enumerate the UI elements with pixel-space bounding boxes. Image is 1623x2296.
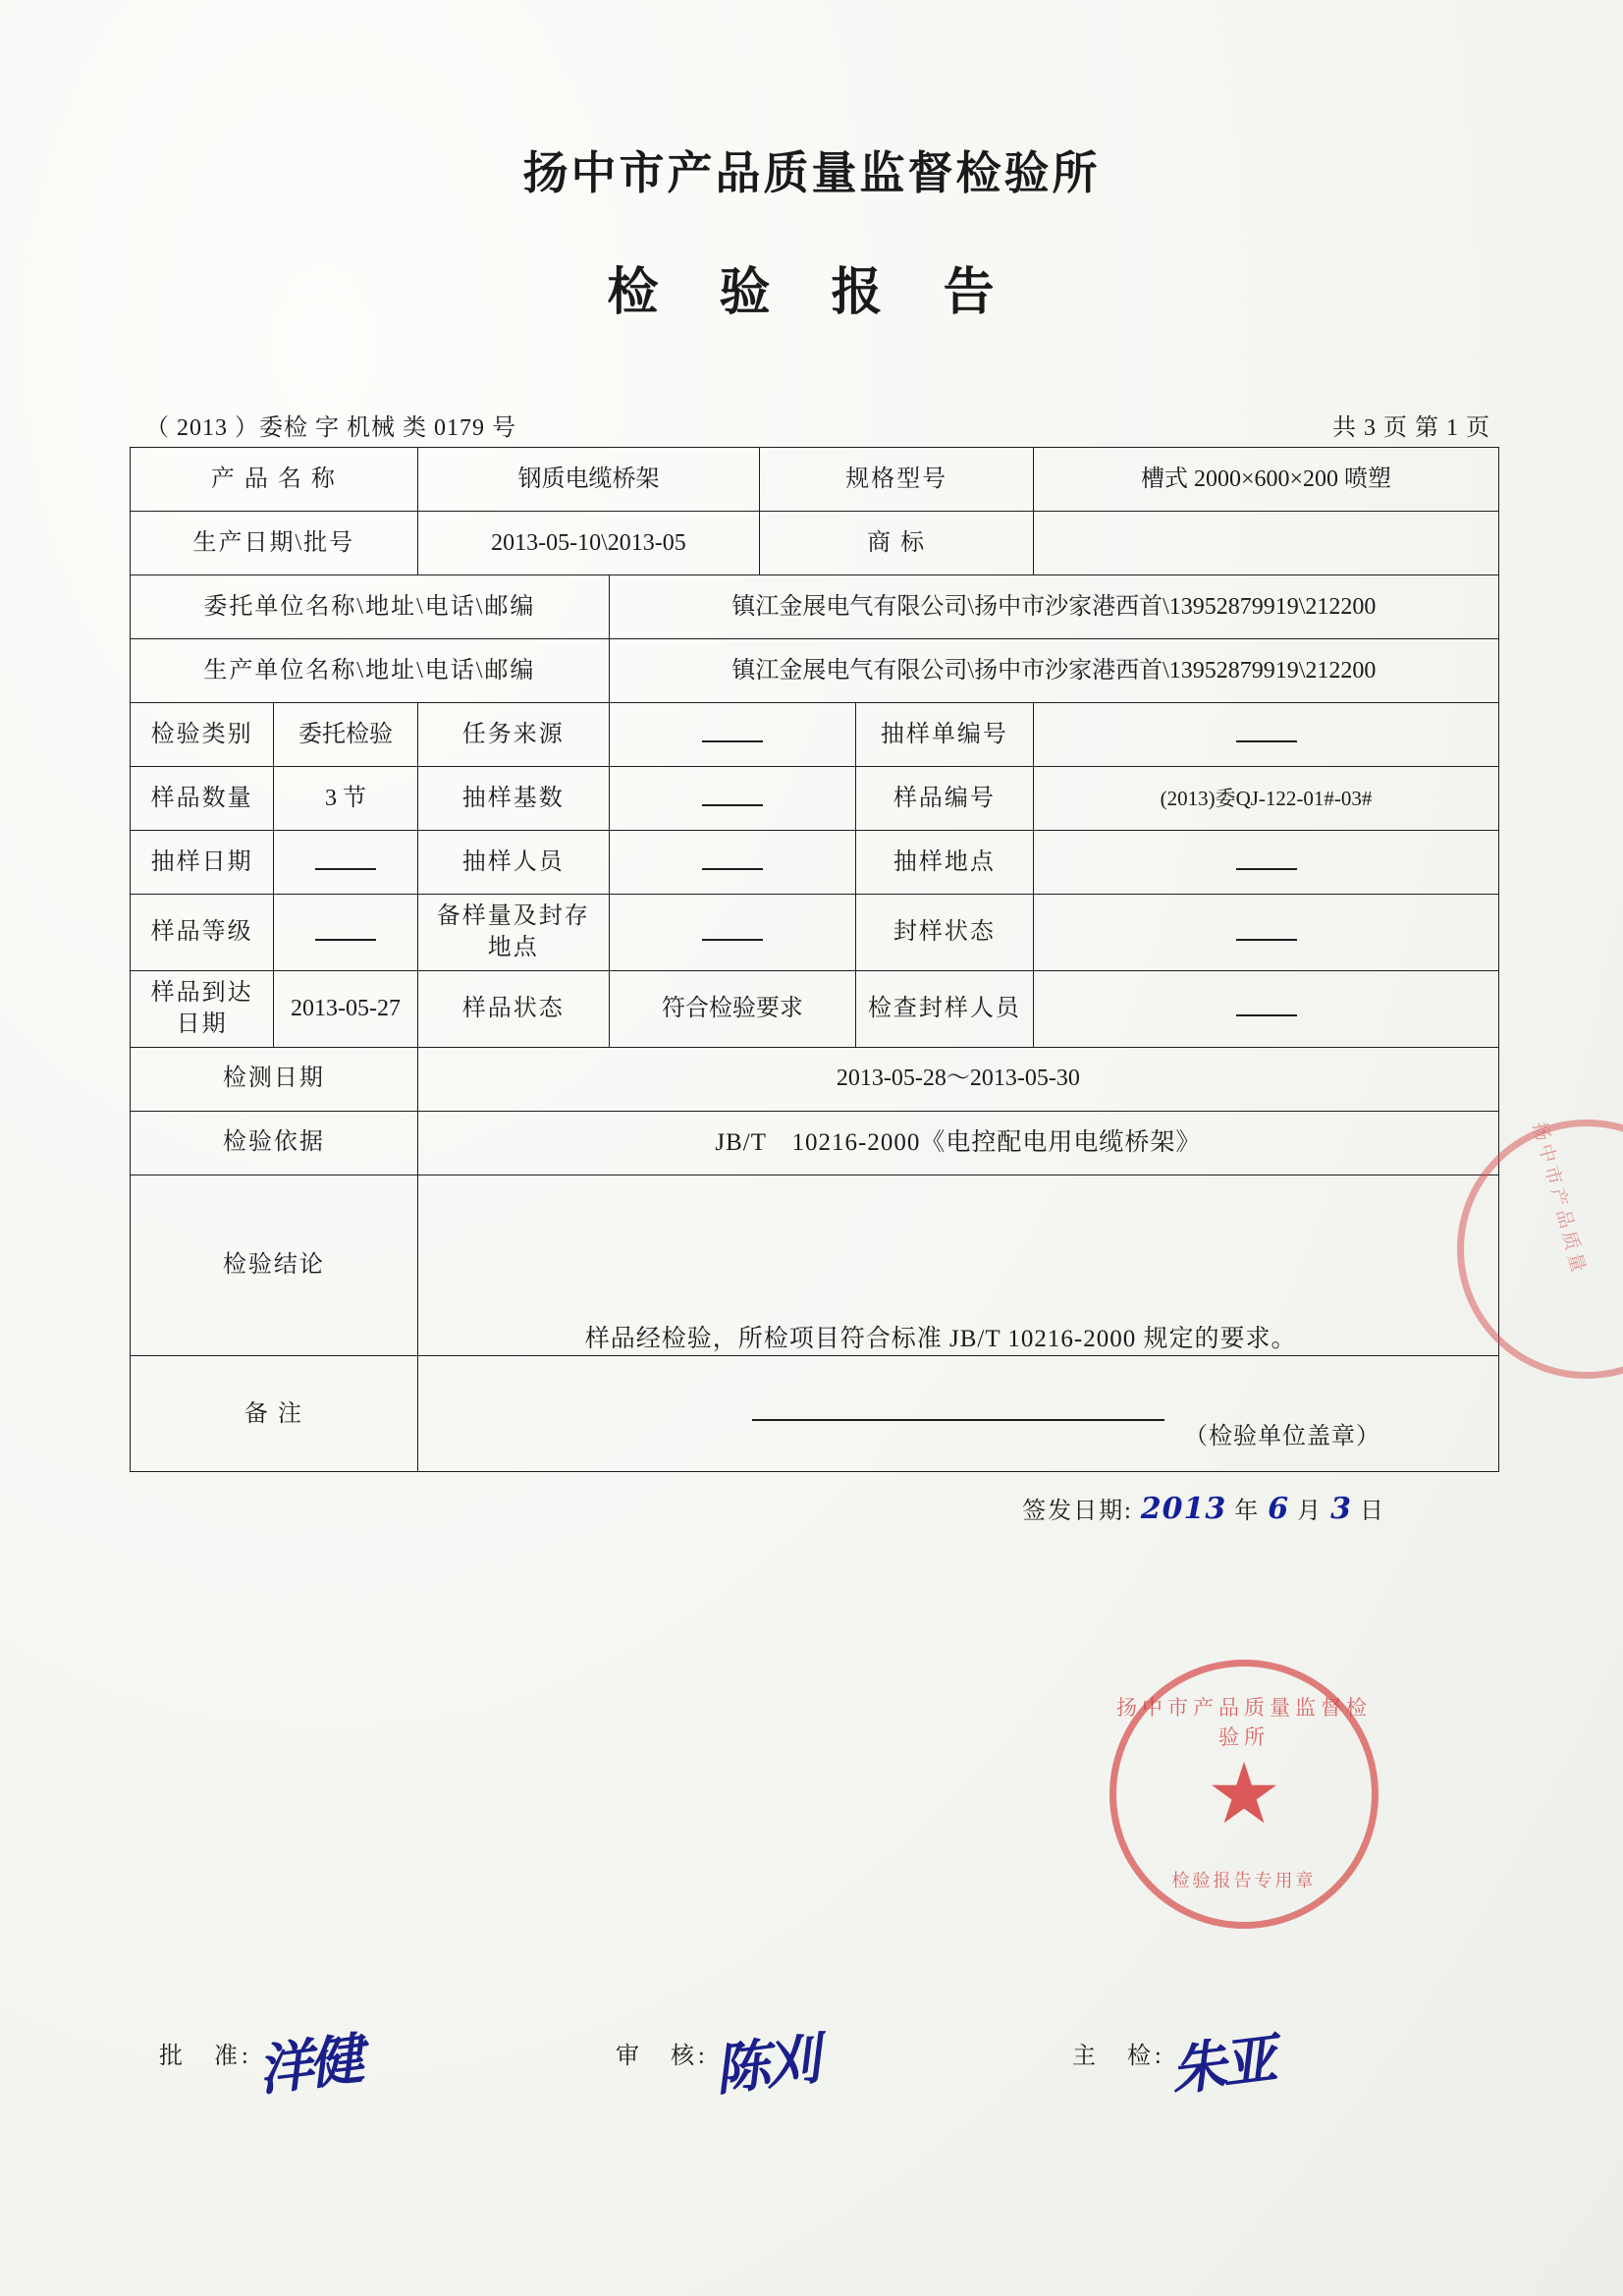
blank-dash [315, 856, 376, 870]
document-title: 检 验 报 告 [607, 263, 1016, 322]
arrival-date-label: 样品到达日期 [131, 970, 274, 1047]
sample-no-value: (2013)委QJ-122-01#-03# [1034, 767, 1499, 831]
issue-day-unit: 日 [1360, 1498, 1385, 1524]
sampling-form-no-value [1034, 703, 1499, 767]
report-meta-row [145, 408, 1490, 442]
blank-dash [1236, 1003, 1297, 1016]
issue-date-prefix: 签发日期: [1022, 1498, 1133, 1524]
client-value: 镇江金展电气有限公司\扬中市沙家港西首\13952879919\212200 [609, 575, 1498, 639]
basis-label: 检验依据 [131, 1111, 418, 1175]
table-row [131, 831, 1499, 895]
chief-block [1043, 2028, 1499, 2224]
table-row [131, 448, 1499, 512]
blank-dash [1236, 729, 1297, 742]
inspection-type-label: 检验类别 [131, 703, 274, 767]
sampling-base-label: 抽样基数 [417, 767, 609, 831]
table-row [131, 1047, 1499, 1111]
issue-month-unit: 月 [1297, 1498, 1324, 1524]
table-row [131, 895, 1499, 971]
chief-signature: 朱亚 [1166, 2026, 1277, 2105]
sample-no-label: 样品编号 [855, 767, 1033, 831]
table-row [131, 639, 1499, 703]
client-label: 委托单位名称\地址\电话\邮编 [131, 575, 610, 639]
seal-checker-value [1034, 970, 1499, 1047]
spare-sample-value [609, 895, 855, 971]
organization-title: 扬中市产品质量监督检验所 [522, 146, 1101, 199]
blank-dash [702, 927, 763, 941]
remark-value [417, 1356, 1498, 1472]
report-number: （ 2013 ）委检 字 机械 类 0179 号 [145, 415, 516, 441]
inspection-type-value: 委托检验 [274, 703, 417, 767]
sampling-place-value [1034, 831, 1499, 895]
manufacturer-value: 镇江金展电气有限公司\扬中市沙家港西首\13952879919\212200 [609, 639, 1498, 703]
review-signature: 陈刈 [710, 2026, 821, 2105]
conclusion-value: 样品经检验，所检项目符合标准 JB/T 10216-2000 规定的要求。 [584, 1325, 1297, 1352]
issue-year-unit: 年 [1234, 1498, 1261, 1524]
sampling-date-label: 抽样日期 [131, 831, 274, 895]
blank-dash [1236, 927, 1297, 941]
issue-day: 3 [1330, 1491, 1352, 1526]
star-icon: ★ [1206, 1747, 1282, 1841]
sampler-value [609, 831, 855, 895]
remark-blank-line [752, 1405, 1164, 1421]
signature-row [130, 2028, 1499, 2224]
sample-qty-label: 样品数量 [131, 767, 274, 831]
seal-bottom-text: 检验报告专用章 [1171, 1871, 1317, 1891]
official-seal [1109, 1660, 1379, 1929]
table-row [131, 767, 1499, 831]
table-row [131, 970, 1499, 1047]
spec-model-label: 规格型号 [760, 448, 1034, 512]
issue-month: 6 [1268, 1491, 1290, 1526]
issue-date [1022, 1490, 1385, 1530]
sampling-base-value [609, 767, 855, 831]
sampling-date-value [274, 831, 417, 895]
blank-dash [702, 793, 763, 806]
sample-state-value: 符合检验要求 [609, 970, 855, 1047]
seal-top-text: 扬中市产品质量监督检验所 [1116, 1696, 1372, 1749]
production-date-label: 生产日期\批号 [131, 512, 418, 575]
sample-state-label: 样品状态 [417, 970, 609, 1047]
test-date-label: 检测日期 [131, 1047, 418, 1111]
seal-state-label: 封样状态 [855, 895, 1033, 971]
blank-dash [1236, 856, 1297, 870]
table-row [131, 703, 1499, 767]
spec-model-value: 槽式 2000×600×200 喷塑 [1034, 448, 1499, 512]
table-row-basis [131, 1111, 1499, 1175]
issue-year: 2013 [1140, 1491, 1227, 1526]
blank-dash [702, 856, 763, 870]
seal-checker-label: 检查封样人员 [855, 970, 1033, 1047]
report-table [130, 447, 1499, 1526]
task-source-label: 任务来源 [417, 703, 609, 767]
seal-note: （检验单位盖章） [1184, 1423, 1380, 1449]
conclusion-inner [418, 1175, 1498, 1526]
approve-block [130, 2028, 586, 2224]
edge-seal-text: 扬中市产品质量 [1528, 1120, 1591, 1279]
test-date-value: 2013-05-28～2013-05-30 [417, 1047, 1498, 1111]
page-indicator: 共 3 页 第 1 页 [1332, 415, 1490, 441]
review-label: 审 核: [616, 2044, 709, 2069]
task-source-value [609, 703, 855, 767]
table-row-conclusion [131, 1175, 1499, 1356]
sample-grade-label: 样品等级 [131, 895, 274, 971]
seal-state-value [1034, 895, 1499, 971]
sampler-label: 抽样人员 [417, 831, 609, 895]
sample-qty-value: 3 节 [274, 767, 417, 831]
table-row [131, 512, 1499, 575]
conclusion-label: 检验结论 [131, 1175, 418, 1356]
trademark-value [1034, 512, 1499, 575]
remark-label: 备 注 [131, 1356, 418, 1472]
table-row-remark [131, 1356, 1499, 1472]
spare-sample-label: 备样量及封存地点 [417, 895, 609, 971]
basis-value: JB/T 10216-2000《电控配电用电缆桥架》 [417, 1111, 1498, 1175]
manufacturer-label: 生产单位名称\地址\电话\邮编 [131, 639, 610, 703]
product-name-label: 产 品 名 称 [131, 448, 418, 512]
sampling-form-no-label: 抽样单编号 [855, 703, 1033, 767]
sample-grade-value [274, 895, 417, 971]
approve-label: 批 准: [159, 2044, 252, 2069]
approve-signature: 洋健 [253, 2026, 364, 2105]
product-name-value: 钢质电缆桥架 [417, 448, 759, 512]
blank-dash [702, 729, 763, 742]
trademark-label: 商 标 [760, 512, 1034, 575]
conclusion-cell [417, 1175, 1498, 1526]
arrival-date-value: 2013-05-27 [274, 970, 417, 1047]
table-row [131, 575, 1499, 639]
blank-dash [315, 927, 376, 941]
production-date-value: 2013-05-10\2013-05 [417, 512, 759, 575]
report-table-wrapper [130, 447, 1499, 1526]
sampling-place-label: 抽样地点 [855, 831, 1033, 895]
chief-label: 主 检: [1072, 2044, 1165, 2069]
review-block [586, 2028, 1043, 2224]
